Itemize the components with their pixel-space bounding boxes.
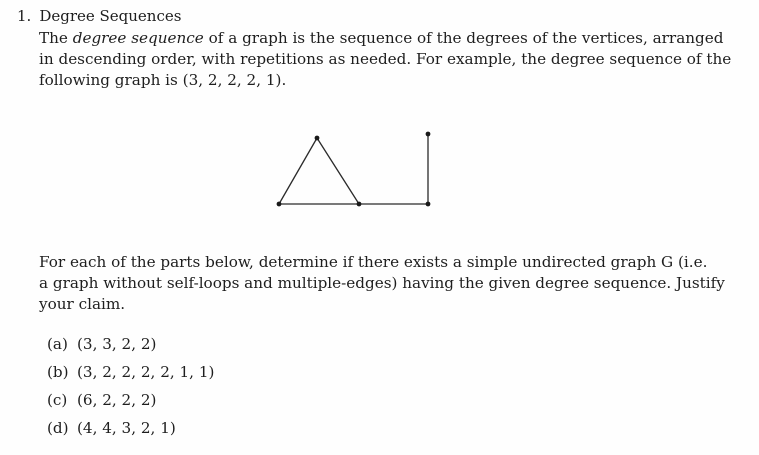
- example-graph-figure: [270, 128, 440, 213]
- graph-vertex: [426, 202, 431, 207]
- question-line-2: a graph without self-loops and multiple-edges) having the given degree sequence. Justify: [39, 274, 725, 292]
- part-label: (b): [47, 363, 69, 381]
- graph-vertex: [315, 136, 320, 141]
- graph-vertex: [426, 132, 431, 137]
- part-sequence: (6, 2, 2, 2): [77, 391, 157, 409]
- graph-edge: [317, 138, 359, 204]
- part-item-b: [47, 358, 214, 386]
- part-sequence: (3, 2, 2, 2, 2, 1, 1): [77, 363, 215, 381]
- question-line-3: your claim.: [39, 295, 126, 313]
- part-label: (d): [47, 419, 69, 437]
- intro-line-3: following graph is (3, 2, 2, 2, 1).: [39, 71, 287, 89]
- section-title: Degree Sequences: [39, 7, 182, 25]
- section-number: 1.: [17, 7, 32, 25]
- defined-term: degree sequence: [72, 29, 204, 47]
- part-item-c: [47, 386, 214, 414]
- intro-line-2: in descending order, with repetitions as needed. For example, the degree sequence of the: [39, 50, 732, 68]
- part-item-d: [47, 414, 214, 442]
- intro-paragraph: [39, 28, 732, 91]
- part-label: (a): [47, 335, 68, 353]
- graph-vertex: [277, 202, 282, 207]
- graph-edge: [279, 138, 317, 204]
- part-sequence: (3, 3, 2, 2): [77, 335, 157, 353]
- section-heading: [17, 7, 181, 25]
- part-sequence: (4, 4, 3, 2, 1): [77, 419, 176, 437]
- parts-list: [47, 330, 214, 442]
- question-paragraph: [39, 252, 729, 315]
- part-label: (c): [47, 391, 68, 409]
- graph-vertex: [357, 202, 362, 207]
- question-line-1: For each of the parts below, determine if there exists a simple undirected graph G (i.e.: [39, 253, 708, 271]
- intro-line-1: The degree sequence of a graph is the sequence of the degrees of the vertices, arranged: [39, 29, 724, 47]
- part-item-a: [47, 330, 214, 358]
